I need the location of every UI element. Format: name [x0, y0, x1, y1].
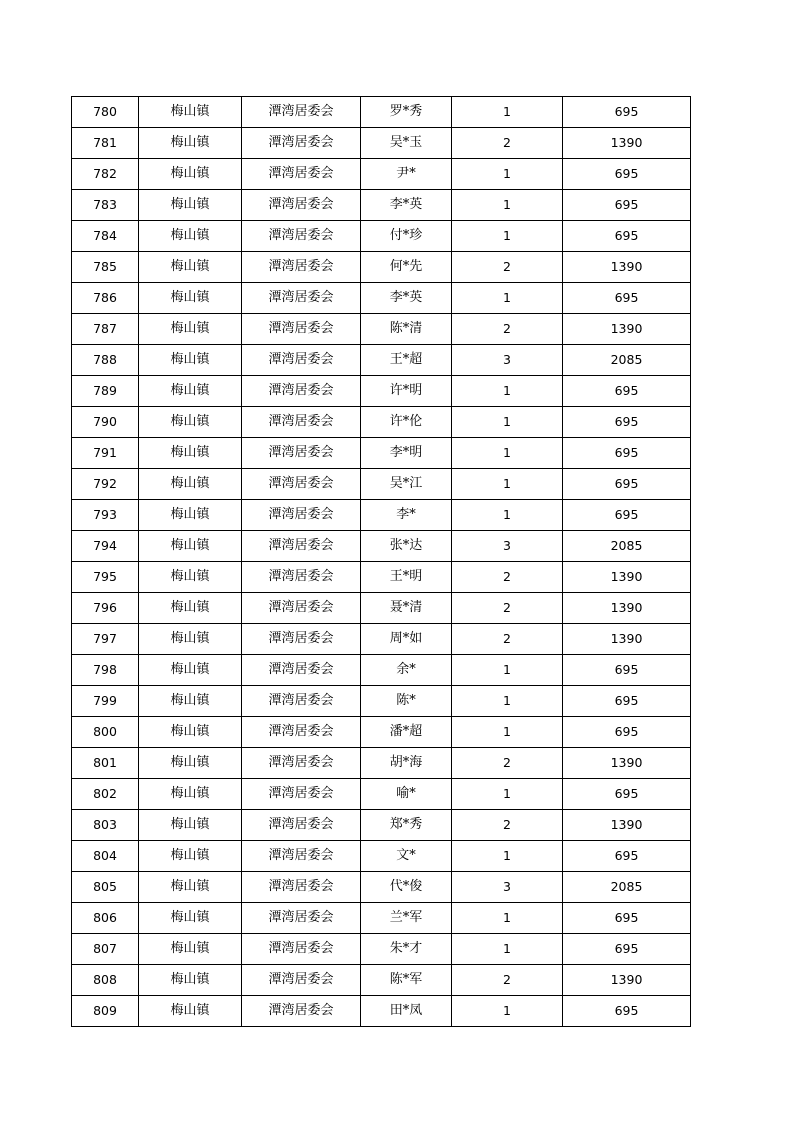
amount-cell: 695 [563, 717, 691, 748]
name-cell: 王*明 [361, 562, 452, 593]
row-number-cell: 785 [72, 252, 139, 283]
row-number-cell: 802 [72, 779, 139, 810]
town-cell: 梅山镇 [139, 748, 242, 779]
amount-cell: 1390 [563, 965, 691, 996]
amount-cell: 695 [563, 500, 691, 531]
amount-cell: 1390 [563, 314, 691, 345]
row-number-cell: 782 [72, 159, 139, 190]
town-cell: 梅山镇 [139, 97, 242, 128]
table-row [72, 159, 691, 190]
town-cell: 梅山镇 [139, 221, 242, 252]
row-number-cell: 797 [72, 624, 139, 655]
committee-cell: 潭湾居委会 [242, 190, 361, 221]
table-row [72, 221, 691, 252]
town-cell: 梅山镇 [139, 407, 242, 438]
household-count-cell: 2 [452, 128, 563, 159]
table-row [72, 283, 691, 314]
committee-cell: 潭湾居委会 [242, 314, 361, 345]
table-row [72, 562, 691, 593]
row-number-cell: 793 [72, 500, 139, 531]
name-cell: 吴*江 [361, 469, 452, 500]
amount-cell: 1390 [563, 128, 691, 159]
town-cell: 梅山镇 [139, 190, 242, 221]
household-count-cell: 2 [452, 624, 563, 655]
amount-cell: 695 [563, 655, 691, 686]
committee-cell: 潭湾居委会 [242, 407, 361, 438]
town-cell: 梅山镇 [139, 872, 242, 903]
table-row [72, 190, 691, 221]
town-cell: 梅山镇 [139, 500, 242, 531]
town-cell: 梅山镇 [139, 469, 242, 500]
table-row [72, 438, 691, 469]
household-count-cell: 2 [452, 252, 563, 283]
row-number-cell: 800 [72, 717, 139, 748]
row-number-cell: 805 [72, 872, 139, 903]
name-cell: 潘*超 [361, 717, 452, 748]
town-cell: 梅山镇 [139, 159, 242, 190]
table-row [72, 593, 691, 624]
amount-cell: 1390 [563, 252, 691, 283]
name-cell: 吴*玉 [361, 128, 452, 159]
amount-cell: 695 [563, 686, 691, 717]
row-number-cell: 786 [72, 283, 139, 314]
table-row [72, 500, 691, 531]
amount-cell: 695 [563, 221, 691, 252]
town-cell: 梅山镇 [139, 655, 242, 686]
table-row [72, 748, 691, 779]
table-row [72, 624, 691, 655]
committee-cell: 潭湾居委会 [242, 128, 361, 159]
committee-cell: 潭湾居委会 [242, 903, 361, 934]
row-number-cell: 790 [72, 407, 139, 438]
row-number-cell: 794 [72, 531, 139, 562]
town-cell: 梅山镇 [139, 562, 242, 593]
name-cell: 余* [361, 655, 452, 686]
row-number-cell: 783 [72, 190, 139, 221]
table-row [72, 345, 691, 376]
row-number-cell: 789 [72, 376, 139, 407]
household-count-cell: 1 [452, 903, 563, 934]
household-count-cell: 1 [452, 717, 563, 748]
row-number-cell: 806 [72, 903, 139, 934]
row-number-cell: 780 [72, 97, 139, 128]
household-count-cell: 1 [452, 190, 563, 221]
amount-cell: 695 [563, 97, 691, 128]
table-row [72, 841, 691, 872]
row-number-cell: 801 [72, 748, 139, 779]
name-cell: 王*超 [361, 345, 452, 376]
town-cell: 梅山镇 [139, 128, 242, 159]
name-cell: 李*英 [361, 190, 452, 221]
name-cell: 李*明 [361, 438, 452, 469]
name-cell: 田*凤 [361, 996, 452, 1027]
row-number-cell: 781 [72, 128, 139, 159]
town-cell: 梅山镇 [139, 996, 242, 1027]
name-cell: 文* [361, 841, 452, 872]
household-count-cell: 1 [452, 283, 563, 314]
amount-cell: 1390 [563, 593, 691, 624]
name-cell: 陈*清 [361, 314, 452, 345]
household-count-cell: 1 [452, 376, 563, 407]
table-row [72, 97, 691, 128]
amount-cell: 2085 [563, 531, 691, 562]
household-count-cell: 2 [452, 562, 563, 593]
row-number-cell: 787 [72, 314, 139, 345]
table-row [72, 810, 691, 841]
household-count-cell: 1 [452, 779, 563, 810]
committee-cell: 潭湾居委会 [242, 376, 361, 407]
name-cell: 周*如 [361, 624, 452, 655]
amount-cell: 695 [563, 934, 691, 965]
table-row [72, 531, 691, 562]
table-row [72, 717, 691, 748]
amount-cell: 695 [563, 996, 691, 1027]
town-cell: 梅山镇 [139, 686, 242, 717]
table-row [72, 872, 691, 903]
amount-cell: 1390 [563, 810, 691, 841]
household-count-cell: 1 [452, 407, 563, 438]
committee-cell: 潭湾居委会 [242, 872, 361, 903]
household-count-cell: 1 [452, 686, 563, 717]
name-cell: 兰*军 [361, 903, 452, 934]
table-body [72, 97, 691, 1027]
row-number-cell: 784 [72, 221, 139, 252]
committee-cell: 潭湾居委会 [242, 469, 361, 500]
name-cell: 聂*清 [361, 593, 452, 624]
household-count-cell: 2 [452, 748, 563, 779]
committee-cell: 潭湾居委会 [242, 934, 361, 965]
town-cell: 梅山镇 [139, 624, 242, 655]
household-count-cell: 1 [452, 934, 563, 965]
name-cell: 罗*秀 [361, 97, 452, 128]
row-number-cell: 792 [72, 469, 139, 500]
row-number-cell: 788 [72, 345, 139, 376]
table-row [72, 128, 691, 159]
table-row [72, 252, 691, 283]
table-row [72, 965, 691, 996]
name-cell: 朱*才 [361, 934, 452, 965]
town-cell: 梅山镇 [139, 810, 242, 841]
amount-cell: 695 [563, 903, 691, 934]
committee-cell: 潭湾居委会 [242, 810, 361, 841]
committee-cell: 潭湾居委会 [242, 562, 361, 593]
name-cell: 张*达 [361, 531, 452, 562]
committee-cell: 潭湾居委会 [242, 965, 361, 996]
town-cell: 梅山镇 [139, 841, 242, 872]
household-count-cell: 1 [452, 655, 563, 686]
committee-cell: 潭湾居委会 [242, 531, 361, 562]
table-row [72, 314, 691, 345]
name-cell: 陈*军 [361, 965, 452, 996]
table-row [72, 779, 691, 810]
committee-cell: 潭湾居委会 [242, 283, 361, 314]
row-number-cell: 809 [72, 996, 139, 1027]
household-count-cell: 2 [452, 965, 563, 996]
household-count-cell: 1 [452, 97, 563, 128]
row-number-cell: 795 [72, 562, 139, 593]
amount-cell: 695 [563, 159, 691, 190]
amount-cell: 695 [563, 438, 691, 469]
household-count-cell: 1 [452, 841, 563, 872]
town-cell: 梅山镇 [139, 376, 242, 407]
name-cell: 陈* [361, 686, 452, 717]
table-row [72, 903, 691, 934]
town-cell: 梅山镇 [139, 593, 242, 624]
table-row [72, 407, 691, 438]
household-count-cell: 2 [452, 314, 563, 345]
name-cell: 付*珍 [361, 221, 452, 252]
committee-cell: 潭湾居委会 [242, 624, 361, 655]
town-cell: 梅山镇 [139, 903, 242, 934]
amount-cell: 695 [563, 779, 691, 810]
row-number-cell: 807 [72, 934, 139, 965]
committee-cell: 潭湾居委会 [242, 717, 361, 748]
name-cell: 代*俊 [361, 872, 452, 903]
name-cell: 许*明 [361, 376, 452, 407]
committee-cell: 潭湾居委会 [242, 593, 361, 624]
amount-cell: 695 [563, 376, 691, 407]
household-count-cell: 2 [452, 810, 563, 841]
committee-cell: 潭湾居委会 [242, 686, 361, 717]
name-cell: 胡*海 [361, 748, 452, 779]
table-row [72, 655, 691, 686]
table-row [72, 996, 691, 1027]
amount-cell: 2085 [563, 872, 691, 903]
town-cell: 梅山镇 [139, 934, 242, 965]
name-cell: 尹* [361, 159, 452, 190]
beneficiary-table [71, 96, 691, 1027]
name-cell: 何*先 [361, 252, 452, 283]
row-number-cell: 798 [72, 655, 139, 686]
amount-cell: 1390 [563, 562, 691, 593]
row-number-cell: 799 [72, 686, 139, 717]
town-cell: 梅山镇 [139, 345, 242, 376]
row-number-cell: 791 [72, 438, 139, 469]
household-count-cell: 1 [452, 221, 563, 252]
household-count-cell: 3 [452, 345, 563, 376]
town-cell: 梅山镇 [139, 283, 242, 314]
amount-cell: 1390 [563, 624, 691, 655]
committee-cell: 潭湾居委会 [242, 841, 361, 872]
committee-cell: 潭湾居委会 [242, 500, 361, 531]
town-cell: 梅山镇 [139, 779, 242, 810]
amount-cell: 695 [563, 841, 691, 872]
name-cell: 许*伦 [361, 407, 452, 438]
name-cell: 喻* [361, 779, 452, 810]
household-count-cell: 1 [452, 996, 563, 1027]
household-count-cell: 3 [452, 531, 563, 562]
town-cell: 梅山镇 [139, 252, 242, 283]
committee-cell: 潭湾居委会 [242, 97, 361, 128]
table-row [72, 469, 691, 500]
amount-cell: 695 [563, 190, 691, 221]
row-number-cell: 804 [72, 841, 139, 872]
committee-cell: 潭湾居委会 [242, 345, 361, 376]
amount-cell: 695 [563, 469, 691, 500]
household-count-cell: 1 [452, 438, 563, 469]
committee-cell: 潭湾居委会 [242, 655, 361, 686]
committee-cell: 潭湾居委会 [242, 159, 361, 190]
table-row [72, 686, 691, 717]
amount-cell: 695 [563, 407, 691, 438]
row-number-cell: 808 [72, 965, 139, 996]
committee-cell: 潭湾居委会 [242, 221, 361, 252]
committee-cell: 潭湾居委会 [242, 748, 361, 779]
committee-cell: 潭湾居委会 [242, 996, 361, 1027]
town-cell: 梅山镇 [139, 531, 242, 562]
name-cell: 李* [361, 500, 452, 531]
household-count-cell: 1 [452, 159, 563, 190]
town-cell: 梅山镇 [139, 314, 242, 345]
table-row [72, 376, 691, 407]
household-count-cell: 2 [452, 593, 563, 624]
committee-cell: 潭湾居委会 [242, 779, 361, 810]
name-cell: 李*英 [361, 283, 452, 314]
row-number-cell: 803 [72, 810, 139, 841]
row-number-cell: 796 [72, 593, 139, 624]
amount-cell: 2085 [563, 345, 691, 376]
committee-cell: 潭湾居委会 [242, 438, 361, 469]
name-cell: 郑*秀 [361, 810, 452, 841]
town-cell: 梅山镇 [139, 438, 242, 469]
household-count-cell: 3 [452, 872, 563, 903]
table-row [72, 934, 691, 965]
amount-cell: 1390 [563, 748, 691, 779]
amount-cell: 695 [563, 283, 691, 314]
household-count-cell: 1 [452, 469, 563, 500]
household-count-cell: 1 [452, 500, 563, 531]
town-cell: 梅山镇 [139, 965, 242, 996]
town-cell: 梅山镇 [139, 717, 242, 748]
committee-cell: 潭湾居委会 [242, 252, 361, 283]
